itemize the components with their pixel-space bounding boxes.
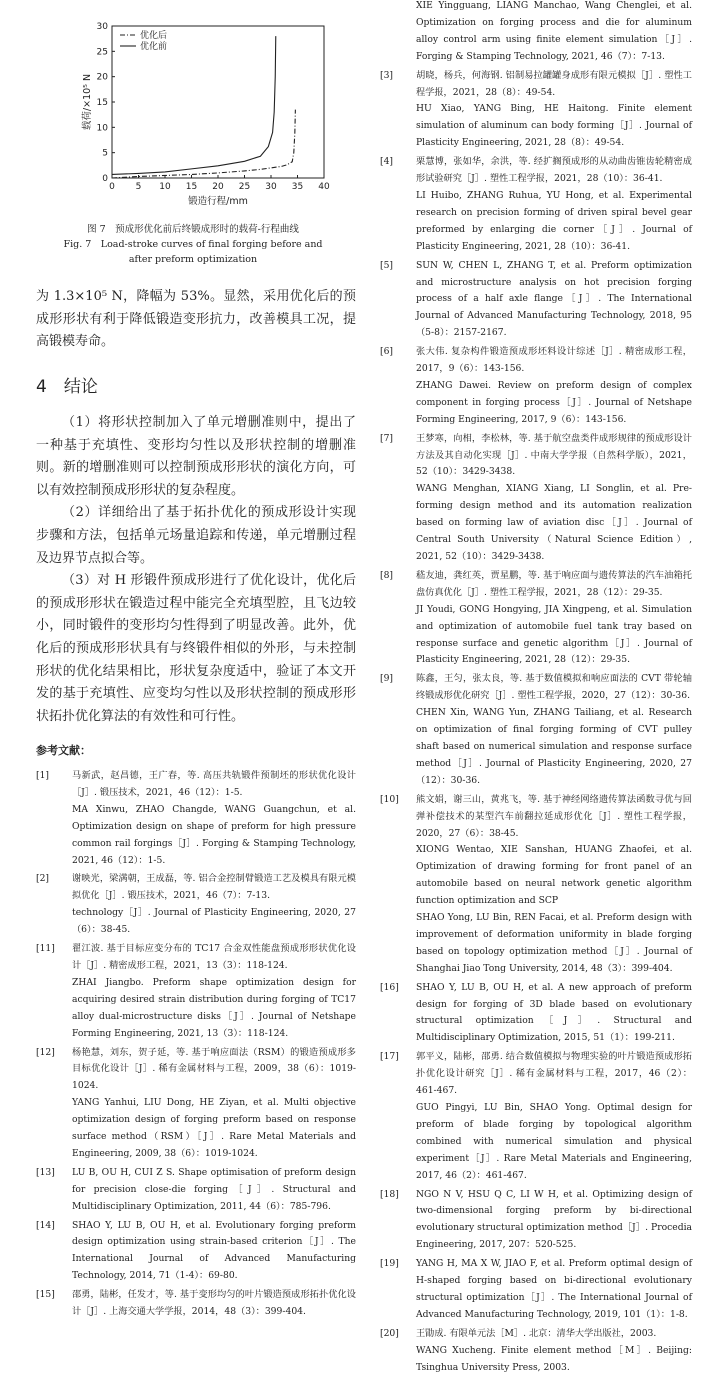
reference-number	[380, 0, 416, 66]
reference-number: [18]	[380, 1188, 399, 1200]
reference-line: 王梦寒，向相，李松林，等. 基于航空盘类件成形规律的预成形设计方法及其自动化实现［J］. 中南大学学报（自然科学版），2021，52（10）：3429-3438.	[416, 432, 692, 478]
reference-text	[416, 792, 692, 978]
legend-label: 优化后	[140, 31, 168, 41]
reference-text	[416, 1256, 692, 1324]
reference-number: [17]	[380, 1051, 399, 1063]
left-references	[36, 768, 356, 1323]
reference-number: [5]	[380, 259, 394, 271]
reference-line: WANG Xucheng. Finite element method［M］. Beijing: Tsinghua University Press, 2003.	[416, 1344, 692, 1373]
load-stroke-chart	[80, 4, 340, 224]
reference-item	[36, 1218, 356, 1286]
reference-line: LU B, OU H, CUI Z S. Shape optimisation of preform design for precision close-die forging［J］. Structural and Multidisciplinary Optimization, 2011, 44（6）：785-796.	[72, 1166, 356, 1212]
reference-line: 栗慧博，张如华，余洪，等. 经扩搁预成形的从动曲齿锥齿轮精密成形试验研究［J］. 塑性工程学报，2021，28（10）：36-41.	[416, 156, 692, 185]
x-tick-label: 0	[109, 182, 115, 192]
reference-line: XIONG Wentao, XIE Sanshan, HUANG Zhaofei, et al. Optimization of drawing forming for front panel of an automobile based on neural network genetic algorithm function optimization and SCP	[416, 844, 692, 907]
reference-number: [9]	[380, 673, 394, 685]
y-tick-label: 10	[96, 123, 108, 134]
reference-item	[380, 258, 692, 343]
reference-text	[72, 1287, 356, 1321]
reference-line: 邵勇，陆彬，任发才，等. 基于变形均匀的叶片锻造预成形拓扑优化设计［J］. 上海交通大学学报，2014，48（3）：399-404.	[72, 1289, 356, 1318]
x-tick-label: 30	[265, 182, 277, 192]
reference-item	[380, 431, 692, 566]
reference-line: JI Youdi, GONG Hongying, JIA Xingpeng, et al. Simulation and optimization of automobile fuel tank tray based on response surface and genetic algorithm［J］. Journal of Plasticity Engineering, 2021, 28（12）：29-35.	[416, 603, 692, 666]
reference-item	[380, 1187, 692, 1255]
x-axis-label: 锻造行程/mm	[188, 196, 248, 207]
reference-line: technology［J］. Journal of Plasticity Engineering, 2020, 27（6）：38-45.	[72, 907, 356, 936]
y-tick-label: 15	[96, 98, 108, 108]
body-paragraph-0	[36, 286, 356, 354]
conclusion-2: （2）详细给出了基于拓扑优化的预成形设计实现步骤和方法，包括单元场量追踪和传递，单元增删过程及边界节点拟合等。	[36, 505, 356, 566]
reference-text	[416, 258, 692, 343]
conclusion-body	[36, 412, 356, 728]
legend-label: 优化前	[140, 42, 168, 52]
y-tick-label: 25	[96, 47, 108, 58]
reference-item	[36, 941, 356, 1042]
reference-text	[416, 431, 692, 566]
paragraph-text: 为 1.3×10⁵ N，降幅为 53%。显然，采用优化后的预成形形状有利于降低锻造变形抗力，改善模具工况，提高锻模寿命。	[36, 289, 356, 350]
reference-line: 嵇友迪，龚红英，贾星鹏，等. 基于响应面与遗传算法的汽车油箱托盘仿真优化［J］. 塑性工程学报，2021，28（12）：29-35.	[416, 569, 692, 598]
reference-line: 熊文娟，谢三山，黄兆飞，等. 基于神经网络遗传算法函数寻优与回弹补偿技术的某型汽车前翻拉延成形优化［J］. 塑性工程学报，2020，27（6）：38-45.	[416, 793, 692, 839]
reference-text	[72, 941, 356, 1042]
y-axis-label: 载荷/×10⁵ N	[82, 73, 93, 131]
reference-line: 胡晓，杨兵，何海钢. 铝制易拉罐罐身成形有限元模拟［J］. 塑性工程学报，2021，28（8）：49-54.	[416, 69, 692, 98]
reference-item	[380, 792, 692, 978]
right-references	[380, 0, 692, 1379]
references-title: 参考文献：	[36, 744, 91, 757]
x-tick-label: 5	[135, 182, 142, 192]
reference-text	[416, 568, 692, 669]
caption-en-1: Fig. 7 Load-stroke curves of final forging before and	[63, 239, 323, 250]
reference-item	[380, 0, 692, 66]
x-tick-label: 20	[212, 182, 224, 192]
reference-line: XIE Yingguang, LIANG Manchao, Wang Chenglei, et al. Optimization on forging process and die for aluminum alloy control arm using finite element simulation［J］. Forging & Stamping Technology, 2021, 46（7）：7-13.	[416, 0, 692, 62]
chart-svg	[80, 4, 340, 214]
reference-item	[380, 344, 692, 429]
reference-item	[380, 1326, 692, 1377]
reference-text	[72, 768, 356, 869]
conclusion-3: （3）对 H 形锻件预成形进行了优化设计，优化后的预成形形状在锻造过程中能完全充填型腔，且飞边较小，同时锻件的变形均匀性得到了明显改善。此外，优化后的预成形形状具有与终锻件相似的外形，与未控制形状的优化结果相比，形状复杂度适中，验证了本文开发的基于充填性、应变均匀性以及形状控制的预成形形状拓扑优化算法的有效性和可行性。	[36, 573, 356, 724]
reference-item	[380, 154, 692, 255]
figure-caption	[28, 222, 358, 267]
reference-number: [4]	[380, 156, 394, 168]
reference-line: MA Xinwu, ZHAO Changde, WANG Guangchun, et al. Optimization design on shape of preform for high pressure common rail forgings［J］. Forging & Stamping Technology, 2021, 46（12）：1-5.	[72, 803, 356, 866]
series-line-1	[112, 36, 276, 174]
y-tick-label: 30	[96, 22, 108, 32]
reference-line: YANG H, MA X W, JIAO F, et al. Preform optimal design of H-shaped forging based on bi-directional evolutionary structural optimization［J］. The International Journal of Advanced Manufacturing Technology, 2019, 101（1）：1-8.	[416, 1258, 692, 1320]
reference-number: [13]	[36, 1166, 55, 1178]
reference-line: YANG Yanhui, LIU Dong, HE Ziyan, et al. Multi objective optimization design of forging preform based on response surface method（RSM）［J］. Rare Metal Materials and Engineering, 2009, 38（6）：1019-1024.	[72, 1097, 356, 1159]
y-tick-label: 0	[102, 174, 108, 184]
reference-number: [10]	[380, 793, 399, 805]
reference-text	[416, 671, 692, 789]
reference-text	[416, 1187, 692, 1255]
reference-text	[416, 0, 692, 66]
reference-line: ZHAI Jiangbo. Preform shape optimization design for acquiring desired strain distribution during forging of TC17 alloy dual-microstructure disks［J］. Journal of Netshape Forming Engineering, 2021, 13（3）：118-124.	[72, 976, 356, 1039]
reference-item	[36, 871, 356, 939]
reference-line: SHAO Y, LU B, OU H, et al. Evolutionary forging preform design optimization using strain-based criterion［J］. The International Journal of Advanced Manufacturing Technology, 2014, 71（1-4）：69-80.	[72, 1219, 356, 1282]
reference-line: GUO Pingyi, LU Bin, SHAO Yong. Optimal design for preform of blade forging by topological algorithm combined with numerical simulation and physical experiment［J］. Rare Metal Materials and Engineering, 2017, 46（2）：461-467.	[416, 1102, 692, 1181]
reference-line: SUN W, CHEN L, ZHANG T, et al. Preform optimization and microstructure analysis on hot precision forging process of a half axle flange［J］. The International Journal of Advanced Manufacturing Technology, 2018, 95（5-8）：2157-2167.	[416, 259, 692, 339]
reference-number: [2]	[36, 873, 50, 885]
reference-text	[416, 154, 692, 255]
reference-item	[380, 568, 692, 669]
y-tick-label: 20	[96, 72, 108, 83]
reference-number: [8]	[380, 569, 394, 581]
reference-line: ZHANG Dawei. Review on preform design of complex component in forging process［J］. Journal of Netshape Forming Engineering, 2017, 9（6）：143-156.	[416, 379, 692, 425]
reference-line: 陈鑫，王匀，张太良，等. 基于数值模拟和响应面法的 CVT 带轮轴终锻成形优化研究［J］. 塑性工程学报，2020，27（12）：30-36.	[416, 673, 692, 702]
reference-line: LI Huibo, ZHANG Ruhua, YU Hong, et al. Experimental research on precision forming of driven spiral bevel gear preformed by enlarging die corner［J］. Journal of Plasticity Engineering, 2021, 28（10）：36-41.	[416, 189, 692, 252]
reference-line: 杨艳慧，刘东，贺子延，等. 基于响应面法（RSM）的锻造预成形多目标优化设计［J］. 稀有金属材料与工程，2009，38（6）：1019-1024.	[72, 1046, 356, 1092]
reference-item	[380, 1049, 692, 1184]
reference-item	[36, 1045, 356, 1163]
caption-en-2: after preform optimization	[128, 254, 258, 265]
reference-item	[380, 980, 692, 1048]
reference-text	[72, 1218, 356, 1286]
reference-item	[380, 671, 692, 789]
reference-number: [1]	[36, 770, 50, 781]
reference-text	[416, 344, 692, 429]
x-tick-label: 10	[159, 182, 171, 192]
reference-text	[416, 1326, 692, 1377]
reference-line: 张大伟. 复杂构件锻造预成形坯料设计综述［J］. 精密成形工程，2017，9（6）：143-156.	[416, 346, 692, 375]
reference-number: [12]	[36, 1046, 55, 1058]
reference-text	[72, 1165, 356, 1216]
reference-line: 郭平义，陆彬，邵勇. 结合数值模拟与物理实验的叶片锻造预成形拓扑优化设计研究［J］. 稀有金属材料与工程，2017，46（2）：461-467.	[416, 1051, 692, 1097]
reference-line: WANG Menghan, XIANG Xiang, LI Songlin, et al. Pre-forming design method and its automation realization based on forming law of aviation disc［J］. Journal of Central South University（Natural Science Edition）, 2021, 52（10）：3429-3438.	[416, 483, 692, 562]
reference-number: [6]	[380, 346, 394, 358]
reference-number: [14]	[36, 1219, 55, 1231]
y-tick-label: 5	[102, 148, 108, 159]
reference-number: [19]	[380, 1258, 399, 1270]
x-tick-label: 15	[185, 182, 198, 192]
reference-item	[36, 1287, 356, 1321]
reference-item	[36, 1165, 356, 1216]
reference-text	[416, 68, 692, 153]
caption-cn: 图 7 预成形优化前后终锻成形时的载荷-行程曲线	[87, 224, 299, 235]
reference-number: [15]	[36, 1289, 55, 1301]
reference-line: 翟江波. 基于目标应变分布的 TC17 合金双性能盘预成形形状优化设计［J］. 精密成形工程，2021，13（3）：118-124.	[72, 943, 356, 971]
reference-number: [16]	[380, 981, 399, 993]
reference-number: [3]	[380, 69, 394, 81]
reference-number: [11]	[36, 943, 55, 955]
x-tick-label: 40	[318, 182, 330, 192]
section-title: 4 结论	[36, 377, 98, 397]
reference-item	[36, 768, 356, 869]
reference-line: 王勖成. 有限单元法［M］. 北京：清华大学出版社，2003.	[416, 1327, 657, 1339]
reference-line: SHAO Yong, LU Bin, REN Facai, et al. Preform design with improvement of deformation uniformity in blade forging based on topology optimization method［J］. Journal of Shanghai Jiao Tong University, 2014, 48（3）：399-404.	[416, 912, 692, 974]
reference-item	[380, 1256, 692, 1324]
reference-text	[416, 1049, 692, 1184]
reference-line: 马新武，赵昌德，王广春，等. 高压共轨锻件预制坯的形状优化设计［J］. 锻压技术，2021，46（12）：1-5.	[72, 770, 356, 798]
reference-number: [7]	[380, 432, 394, 444]
reference-number: [20]	[380, 1327, 399, 1339]
reference-item	[380, 68, 692, 153]
reference-line: HU Xiao, YANG Bing, HE Haitong. Finite element simulation of aluminum can body forming［J］. Journal of Plasticity Engineering, 2021, 28（8）：49-54.	[416, 103, 692, 149]
reference-line: 谢映光，梁满朝，王成磊，等. 铝合金控制臂锻造工艺及模具有限元模拟优化［J］. 锻压技术，2021，46（7）：7-13.	[72, 873, 356, 902]
reference-line: SHAO Y, LU B, OU H, et al. A new approach of preform design for forging of 3D blade based on evolutionary structural optimization［J］. Structural and Multidisciplinary Optimization, 2015, 51（1）：199-211.	[416, 981, 692, 1044]
reference-text	[416, 980, 692, 1048]
reference-text	[72, 1045, 356, 1163]
reference-text	[72, 871, 356, 939]
reference-line: NGO N V, HSU Q C, LI W H, et al. Optimizing design of two-dimensional forging preform by bi-directional evolutionary structural optimization method［J］. Procedia Engineering, 2017, 207：520-525.	[416, 1188, 692, 1251]
conclusion-1: （1）将形状控制加入了单元增删准则中，提出了一种基于充填性、变形均匀性以及形状控制的增删准则。新的增删准则可以控制预成形形状的演化方向，可以有效控制预成形形状的复杂程度。	[36, 415, 356, 498]
reference-line: CHEN Xin, WANG Yun, ZHANG Tailiang, et al. Research on optimization of final forging forming of CVT pulley shaft based on numerical simulation and response surface method［J］. Journal of Plasticity Engineering, 2020, 27（12）：30-36.	[416, 707, 692, 786]
x-tick-label: 25	[238, 182, 251, 192]
x-tick-label: 35	[291, 182, 304, 192]
